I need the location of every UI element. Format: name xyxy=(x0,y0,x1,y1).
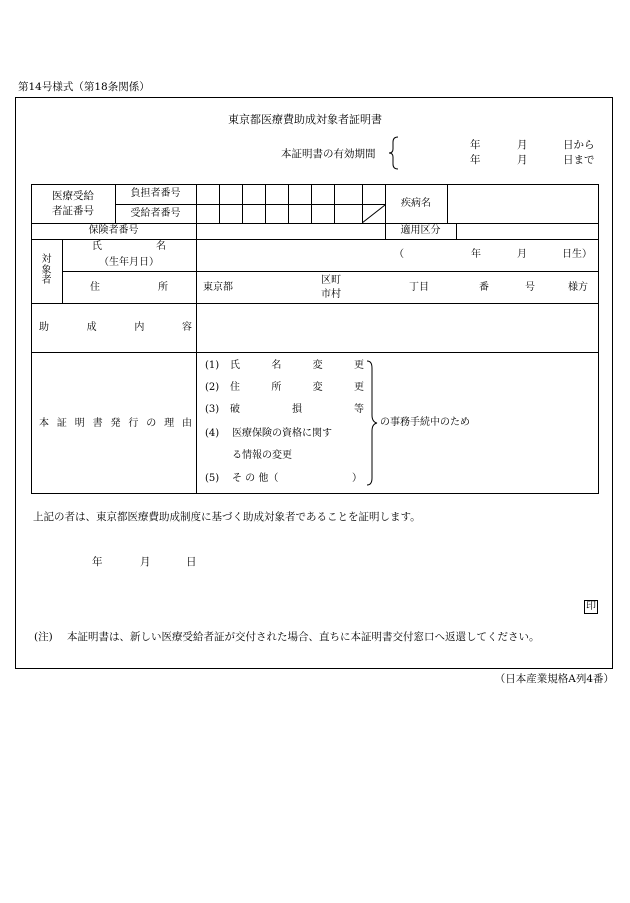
recipient-number-label: 医療受給 者証番号 xyxy=(52,190,94,217)
aid-content-label: 助 成 内 容 xyxy=(39,322,192,334)
note-text: 本証明書は、新しい医療受給者証が交付された場合、直ちに本証明書交付窓口へ返還してください。 xyxy=(67,631,540,643)
category-label: 適用区分 xyxy=(400,225,441,237)
validity-from-month: 月 xyxy=(517,139,528,151)
birthdate-label: （生年月日） xyxy=(99,256,159,268)
address-label: 住 所 xyxy=(90,281,168,293)
validity-to-month: 月 xyxy=(517,154,528,166)
name-label: 氏 名 xyxy=(92,241,166,253)
note-label: (注) xyxy=(34,631,53,643)
insurer-number-label: 保険者番号 xyxy=(88,225,139,237)
issue-reason-label: 本 証 明 書 発 行 の 理 由 xyxy=(39,417,192,429)
form-number: 第14号様式（第18条関係） xyxy=(18,81,150,93)
validity-label: 本証明書の有効期間 xyxy=(281,148,376,160)
validity-to-day: 日まで xyxy=(563,154,595,166)
reason-brace xyxy=(366,360,378,486)
payer-number-label: 負担者番号 xyxy=(130,188,181,200)
certificate-title: 東京都医療費助成対象者証明書 xyxy=(228,113,382,126)
validity-from-year: 年 xyxy=(470,139,481,151)
reason-suffix: の事務手続中のため xyxy=(380,417,470,428)
seal-mark: 印 xyxy=(586,601,596,613)
date-year: 年 xyxy=(92,556,103,568)
validity-from-day: 日から xyxy=(563,139,595,151)
beneficiary-number-label: 受給者番号 xyxy=(130,207,181,219)
validity-brace xyxy=(388,136,400,170)
validity-to-year: 年 xyxy=(470,154,481,166)
subject-label: 対 象 者 xyxy=(41,254,52,287)
disease-label: 疾病名 xyxy=(401,197,431,209)
footer-standard: （日本産業規格A列4番） xyxy=(494,673,614,685)
certification-statement: 上記の者は、東京都医療費助成制度に基づく助成対象者であることを証明します。 xyxy=(33,511,421,523)
date-day: 日 xyxy=(186,556,197,568)
date-month: 月 xyxy=(140,556,151,568)
